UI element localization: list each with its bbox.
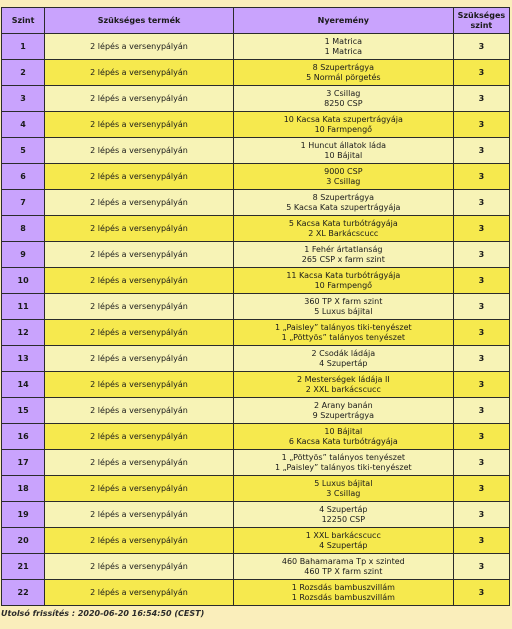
prize-line: 1 XXL barkácscucc	[305, 530, 381, 540]
required-product-cell: 2 lépés a versenypályán	[45, 242, 233, 267]
level-cell: 5	[2, 138, 44, 163]
prize-line: 1 „Pöttyös” talányos tenyészet	[281, 332, 406, 342]
required-product-cell: 2 lépés a versenypályán	[45, 450, 233, 475]
prize-line: 10 Bájital	[324, 150, 363, 160]
prize-cell	[234, 138, 453, 163]
table-row	[2, 398, 509, 423]
prize-cell	[234, 528, 453, 553]
level-cell: 21	[2, 554, 44, 579]
prize-cell	[234, 398, 453, 423]
required-product-cell: 2 lépés a versenypályán	[45, 112, 233, 137]
table-row	[2, 216, 509, 241]
required-level-cell: 3	[454, 528, 509, 553]
prize-cell	[234, 372, 453, 397]
prize-cell	[234, 216, 453, 241]
level-cell: 18	[2, 476, 44, 501]
prize-line: 5 Luxus bájital	[314, 306, 373, 316]
prize-line: 1 Matrica	[324, 36, 363, 46]
prize-line: 10 Farmpengő	[314, 280, 373, 290]
prize-cell	[234, 580, 453, 605]
prize-line: 3 Csillag	[326, 488, 361, 498]
prize-line: 10 Bájital	[324, 426, 363, 436]
prize-cell	[234, 86, 453, 111]
level-cell: 9	[2, 242, 44, 267]
prize-cell	[234, 450, 453, 475]
prize-line: 2 Csodák ládája	[311, 348, 376, 358]
prize-line: 460 Bahamarama Tp x szinted	[281, 556, 405, 566]
prize-cell	[234, 268, 453, 293]
table-row	[2, 580, 509, 605]
required-level-cell: 3	[454, 138, 509, 163]
required-product-cell: 2 lépés a versenypályán	[45, 190, 233, 215]
prize-line: 3 Csillag	[326, 176, 361, 186]
prize-line: 1 Rozsdás bambuszvillám	[291, 592, 395, 602]
prize-cell	[234, 476, 453, 501]
required-level-cell: 3	[454, 190, 509, 215]
table-row	[2, 372, 509, 397]
prize-line: 2 Mesterségek ládája II	[296, 374, 390, 384]
prize-line: 1 „Paisley” talányos tiki-tenyészet	[274, 322, 412, 332]
required-level-cell: 3	[454, 476, 509, 501]
prize-line: 12250 CSP	[321, 514, 366, 524]
table-row	[2, 138, 509, 163]
required-level-cell: 3	[454, 164, 509, 189]
levels-table	[1, 7, 510, 606]
required-product-cell: 2 lépés a versenypályán	[45, 476, 233, 501]
last-updated: Utolsó frissítés : 2020-06-20 16:54:50 (CEST)	[1, 609, 205, 618]
prize-line: 1 „Paisley” talányos tiki-tenyészet	[274, 462, 412, 472]
required-level-cell: 3	[454, 346, 509, 371]
required-level-cell: 3	[454, 580, 509, 605]
table-row	[2, 528, 509, 553]
prize-line: 6 Kacsa Kata turbótrágyája	[288, 436, 398, 446]
level-cell: 7	[2, 190, 44, 215]
required-product-cell: 2 lépés a versenypályán	[45, 268, 233, 293]
level-cell: 14	[2, 372, 44, 397]
required-product-cell: 2 lépés a versenypályán	[45, 60, 233, 85]
table-row	[2, 294, 509, 319]
table-row	[2, 346, 509, 371]
level-cell: 19	[2, 502, 44, 527]
level-cell: 20	[2, 528, 44, 553]
prize-line: 1 Rozsdás bambuszvillám	[291, 582, 395, 592]
prize-line: 8250 CSP	[324, 98, 363, 108]
required-level-cell: 3	[454, 60, 509, 85]
prize-line: 4 Szupertáp	[319, 540, 368, 550]
table-row	[2, 554, 509, 579]
table-row	[2, 502, 509, 527]
required-product-cell: 2 lépés a versenypályán	[45, 424, 233, 449]
table-row	[2, 476, 509, 501]
prize-line: 10 Kacsa Kata szupertrágyája	[283, 114, 403, 124]
required-level-cell: 3	[454, 424, 509, 449]
prize-line: 11 Kacsa Kata turbótrágyája	[286, 270, 401, 280]
header-product: Szükséges termék	[45, 8, 233, 33]
prize-line: 2 XXL barkácscucc	[305, 384, 381, 394]
prize-line: 5 Kacsa Kata szupertrágyája	[286, 202, 401, 212]
level-cell: 3	[2, 86, 44, 111]
level-cell: 2	[2, 60, 44, 85]
required-product-cell: 2 lépés a versenypályán	[45, 164, 233, 189]
level-cell: 17	[2, 450, 44, 475]
table-row	[2, 112, 509, 137]
prize-cell	[234, 190, 453, 215]
table-row	[2, 242, 509, 267]
required-level-cell: 3	[454, 242, 509, 267]
prize-line: 460 TP X farm szint	[304, 566, 383, 576]
required-level-cell: 3	[454, 294, 509, 319]
header-required-level: Szükséges szint	[454, 8, 509, 33]
prize-cell	[234, 502, 453, 527]
required-level-cell: 3	[454, 502, 509, 527]
prize-line: 8 Szupertrágya	[312, 62, 374, 72]
level-cell: 1	[2, 34, 44, 59]
required-level-cell: 3	[454, 554, 509, 579]
required-product-cell: 2 lépés a versenypályán	[45, 294, 233, 319]
table-row	[2, 450, 509, 475]
prize-cell	[234, 60, 453, 85]
table-row	[2, 320, 509, 345]
prize-cell	[234, 424, 453, 449]
required-product-cell: 2 lépés a versenypályán	[45, 528, 233, 553]
required-product-cell: 2 lépés a versenypályán	[45, 34, 233, 59]
prize-line: 5 Kacsa Kata turbótrágyája	[288, 218, 398, 228]
required-product-cell: 2 lépés a versenypályán	[45, 320, 233, 345]
level-cell: 10	[2, 268, 44, 293]
prize-line: 1 „Pöttyös” talányos tenyészet	[281, 452, 406, 462]
prize-cell	[234, 34, 453, 59]
required-product-cell: 2 lépés a versenypályán	[45, 346, 233, 371]
prize-cell	[234, 346, 453, 371]
required-level-cell: 3	[454, 398, 509, 423]
header-prize: Nyeremény	[234, 8, 453, 33]
prize-line: 8 Szupertrágya	[312, 192, 374, 202]
required-level-cell: 3	[454, 268, 509, 293]
level-cell: 11	[2, 294, 44, 319]
required-product-cell: 2 lépés a versenypályán	[45, 138, 233, 163]
prize-line: 5 Normál pörgetés	[306, 72, 381, 82]
prize-line: 1 Fehér ártatlanság	[304, 244, 383, 254]
level-cell: 15	[2, 398, 44, 423]
required-product-cell: 2 lépés a versenypályán	[45, 86, 233, 111]
level-cell: 13	[2, 346, 44, 371]
prize-line: 3 Csillag	[326, 88, 361, 98]
prize-line: 5 Luxus bájital	[314, 478, 373, 488]
prize-line: 360 TP X farm szint	[304, 296, 383, 306]
header-level: Szint	[2, 8, 44, 33]
prize-line: 9 Szupertrágya	[312, 410, 374, 420]
prize-cell	[234, 320, 453, 345]
required-product-cell: 2 lépés a versenypályán	[45, 580, 233, 605]
header-row	[2, 8, 509, 33]
required-product-cell: 2 lépés a versenypályán	[45, 372, 233, 397]
prize-line: 10 Farmpengő	[314, 124, 373, 134]
prize-line: 2 Arany banán	[313, 400, 373, 410]
required-product-cell: 2 lépés a versenypályán	[45, 398, 233, 423]
prize-cell	[234, 112, 453, 137]
table-row	[2, 424, 509, 449]
required-level-cell: 3	[454, 450, 509, 475]
prize-cell	[234, 294, 453, 319]
level-cell: 6	[2, 164, 44, 189]
required-product-cell: 2 lépés a versenypályán	[45, 554, 233, 579]
table-row	[2, 60, 509, 85]
required-level-cell: 3	[454, 34, 509, 59]
levels-table-body	[2, 34, 509, 605]
prize-line: 4 Szupertáp	[319, 504, 368, 514]
required-level-cell: 3	[454, 216, 509, 241]
prize-line: 4 Szupertáp	[319, 358, 368, 368]
required-level-cell: 3	[454, 372, 509, 397]
required-level-cell: 3	[454, 320, 509, 345]
level-cell: 8	[2, 216, 44, 241]
required-product-cell: 2 lépés a versenypályán	[45, 216, 233, 241]
level-cell: 12	[2, 320, 44, 345]
prize-cell	[234, 164, 453, 189]
table-row	[2, 34, 509, 59]
level-cell: 4	[2, 112, 44, 137]
table-row	[2, 190, 509, 215]
prize-line: 2 XL Barkácscucc	[308, 228, 379, 238]
required-level-cell: 3	[454, 86, 509, 111]
prize-line: 9000 CSP	[324, 166, 363, 176]
required-product-cell: 2 lépés a versenypályán	[45, 502, 233, 527]
prize-cell	[234, 554, 453, 579]
prize-cell	[234, 242, 453, 267]
prize-line: 1 Matrica	[324, 46, 363, 56]
required-level-cell: 3	[454, 112, 509, 137]
prize-line: 1 Huncut állatok láda	[300, 140, 387, 150]
table-row	[2, 86, 509, 111]
level-cell: 16	[2, 424, 44, 449]
prize-line: 265 CSP x farm szint	[301, 254, 385, 264]
table-row	[2, 164, 509, 189]
level-cell: 22	[2, 580, 44, 605]
table-row	[2, 268, 509, 293]
